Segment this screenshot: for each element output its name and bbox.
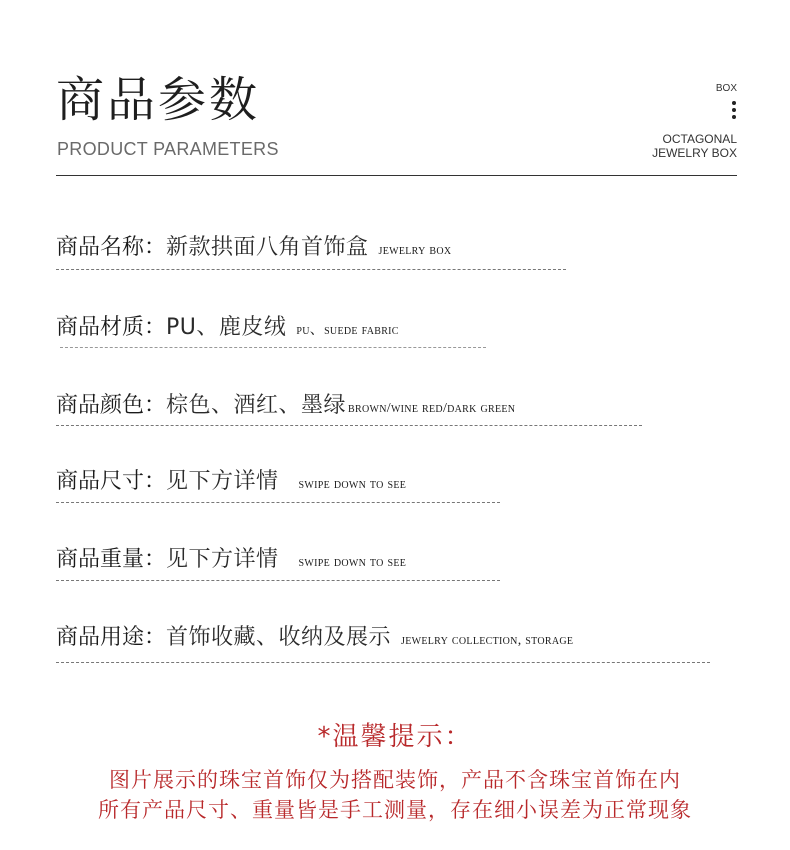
param-underline bbox=[56, 269, 566, 270]
param-value-en: swipe down to see bbox=[298, 555, 407, 570]
param-label: 商品名称： bbox=[56, 235, 167, 260]
param-row-material bbox=[56, 310, 399, 341]
param-row-name bbox=[56, 230, 451, 261]
param-underline bbox=[56, 662, 710, 663]
param-label: 商品重量： bbox=[56, 547, 167, 572]
product-type-label bbox=[652, 132, 737, 160]
param-row-size bbox=[56, 464, 406, 495]
param-row-usage bbox=[56, 620, 573, 651]
param-label: 商品用途： bbox=[56, 625, 167, 650]
box-label: BOX bbox=[715, 83, 737, 94]
param-value-en: pu、suede fabric bbox=[296, 323, 399, 338]
notice-line: 图片展示的珠宝首饰仅为搭配装饰，产品不含珠宝首饰在内 bbox=[109, 768, 681, 792]
param-value: 见下方详情 bbox=[166, 547, 279, 572]
product-type-line2: JEWELRY BOX bbox=[652, 146, 737, 160]
vertical-dots-icon bbox=[731, 101, 737, 119]
param-value: 首饰收藏、收纳及展示 bbox=[166, 625, 392, 650]
header-divider bbox=[56, 175, 737, 176]
param-value: 棕色、酒红、墨绿 bbox=[166, 393, 347, 418]
param-label: 商品材质： bbox=[56, 315, 167, 340]
notice-line: 所有产品尺寸、重量皆是手工测量，存在细小误差为正常现象 bbox=[98, 798, 692, 822]
param-value: PU、鹿皮绒 bbox=[166, 315, 287, 340]
param-label: 商品颜色： bbox=[56, 393, 167, 418]
product-type-line1: OCTAGONAL bbox=[662, 132, 737, 146]
param-underline bbox=[56, 502, 500, 503]
param-row-color bbox=[56, 388, 515, 419]
param-label: 商品尺寸： bbox=[56, 469, 167, 494]
notice-title: *温馨提示： bbox=[317, 722, 473, 752]
param-underline bbox=[56, 580, 500, 581]
param-value-en: jewelry box bbox=[378, 243, 452, 258]
param-value-en: brown/wine red/dark green bbox=[348, 401, 516, 416]
param-underline bbox=[60, 347, 486, 348]
param-value: 新款拱面八角首饰盒 bbox=[166, 235, 369, 260]
page-title: 商品参数 bbox=[56, 72, 261, 128]
param-row-weight bbox=[56, 542, 406, 573]
page-subtitle: PRODUCT PARAMETERS bbox=[57, 139, 279, 159]
param-value-en: swipe down to see bbox=[298, 477, 407, 492]
param-value-en: jewelry collection, storage bbox=[401, 633, 574, 648]
param-underline bbox=[56, 425, 642, 426]
param-value: 见下方详情 bbox=[166, 469, 279, 494]
